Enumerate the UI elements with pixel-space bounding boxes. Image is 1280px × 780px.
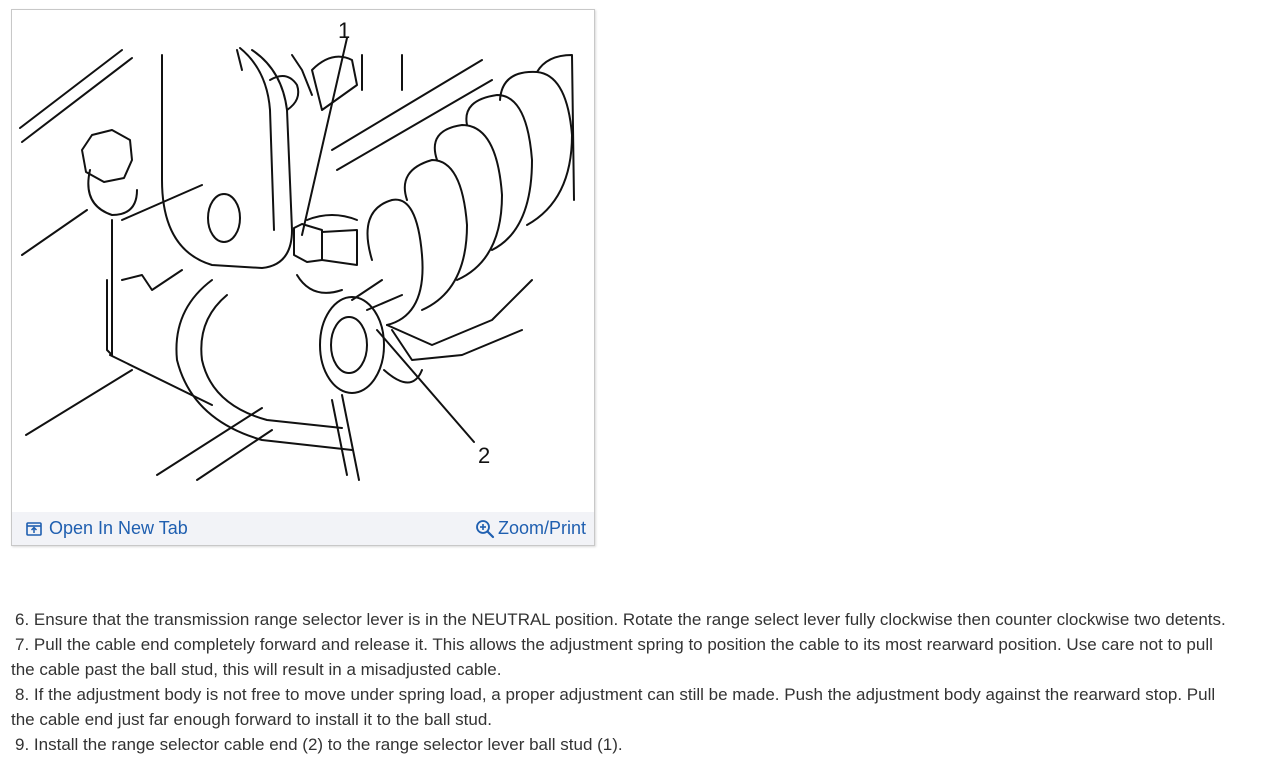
figure-card (11, 9, 595, 546)
figure-toolbar (12, 512, 594, 545)
zoom-in-icon (475, 519, 495, 539)
step-7: 7. Pull the cable end completely forward and release it. This allows the adjustment spring to position the cable to its most rearward position. Use care not to pull the cable past the ball stud, this will result in a misadjusted cable. (11, 635, 1213, 679)
step-9: 9. Install the range selector cable end (2) to the range selector lever ball stud (1). (15, 735, 623, 754)
open-in-new-tab-label: Open In New Tab (49, 518, 188, 538)
step-8: 8. If the adjustment body is not free to move under spring load, a proper adjustment can still be made. Push the adjustment body against the rearward stop. Pull the cable end just far enough forward to install it to the ball stud. (11, 685, 1216, 729)
open-in-new-tab-link[interactable] (26, 518, 188, 539)
open-new-tab-icon (26, 522, 42, 536)
step-6: 6. Ensure that the transmission range selector lever is in the NEUTRAL position. Rotate the range select lever fully clockwise then counter clockwise two detents. (15, 610, 1226, 629)
cable-adjustment-diagram (12, 10, 594, 512)
callout-1: 1 (338, 18, 351, 43)
procedure-steps (11, 607, 1236, 757)
callout-2: 2 (478, 443, 491, 468)
zoom-print-label: Zoom/Print (497, 518, 586, 538)
zoom-print-link[interactable] (475, 518, 586, 539)
